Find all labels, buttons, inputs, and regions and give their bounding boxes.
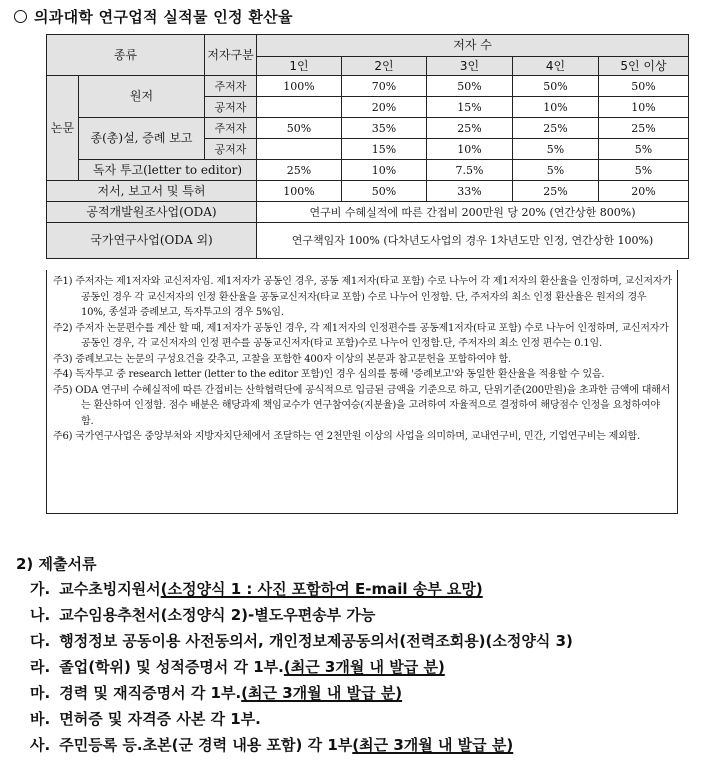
national-label: 국가연구사업(ODA 외): [47, 223, 257, 259]
header-count: 3인: [427, 57, 513, 76]
item-label: 다.: [30, 632, 51, 650]
footnote: 주3) 증례보고는 논문의 구성요건을 갖추고, 고찰을 포함한 400자 이상의 본문과 참고문헌을 포함하여야 함.: [53, 353, 511, 365]
role-label: 공저자: [205, 97, 257, 118]
document-list: [30, 578, 573, 760]
list-item: [30, 708, 573, 734]
value-cell: 25%: [599, 118, 689, 139]
value-cell: 15%: [427, 97, 513, 118]
table-row: [47, 223, 689, 259]
list-item: [30, 682, 573, 708]
value-cell: 5%: [599, 160, 689, 181]
table-row: [47, 181, 689, 202]
footnote: 주2) 주저자 논문편수를 계산 할 때, 제1저자가 공동인 경우, 각 제1저자의 인정편수를 공동제1저자(타교 포함) 수로 나누어 인정하며, 교신저자가 공동인 경우, 각 교신저자의 인정 편수를 공동교신저자(타교 포함)수로 나누어 인정함.단, 주저자의 최소 인정 편수는 0.1임.: [53, 322, 669, 349]
review-label: 종(총)설, 증례 보고: [79, 118, 205, 160]
table-row: [47, 76, 689, 97]
header-count: 2인: [342, 57, 427, 76]
value-cell: 50%: [342, 181, 427, 202]
table-row: [47, 118, 689, 139]
value-cell: 10%: [427, 139, 513, 160]
paper-label: 논문: [47, 76, 79, 181]
list-item: [30, 734, 573, 760]
value-cell: 33%: [427, 181, 513, 202]
item-label: 나.: [30, 606, 51, 624]
value-cell: [257, 97, 342, 118]
footnote: 주6) 국가연구사업은 중앙부처와 지방자치단체에서 조달하는 연 2천만원 이상의 사업을 의미하며, 교내연구비, 민간, 기업연구비는 제외함.: [53, 431, 640, 442]
role-label: 주저자: [205, 118, 257, 139]
role-label: 주저자: [205, 76, 257, 97]
value-cell: 15%: [342, 139, 427, 160]
letter-label: 독자 투고(letter to editor): [79, 160, 257, 181]
footnote: 주1) 주저자는 제1저자와 교신저자임. 제1저자가 공동인 경우, 공동 제1저자(타교 포함) 수로 나누어 각 제1저자의 환산율을 인정하며, 교신저자가 공동인 경우 각 교신저자의 인정 환산율을 공동교신저자(타교 포함) 수로 나누어 인정함. 단, 주저자의 최소 인정 환산율은 원저의 경우 10%, 종설과 증례보고, 독자투고의 경우 5%임.: [53, 276, 672, 318]
conversion-rate-table: [46, 34, 689, 259]
value-cell: 50%: [513, 76, 599, 97]
header-author-count: 저자 수: [257, 35, 689, 57]
original-label: 원저: [79, 76, 205, 118]
books-label: 저서, 보고서 및 특허: [47, 181, 257, 202]
value-cell: 5%: [513, 160, 599, 181]
header-count: 1인: [257, 57, 342, 76]
item-label: 바.: [30, 710, 51, 728]
value-cell: 70%: [342, 76, 427, 97]
value-cell: [257, 139, 342, 160]
item-text: 졸업(학위) 및 성적증명서 각 1부.: [59, 658, 284, 676]
footnote: 주4) 독자투고 중 research letter (letter to the editor 포함)인 경우 심의를 통해 '증례보고'와 동일한 환산율을 적용할 수 있음.: [53, 369, 605, 380]
item-text: 면허증 및 자격증 사본 각 1부.: [59, 710, 261, 728]
header-author-type: 저자구분: [205, 35, 257, 76]
value-cell: 50%: [427, 76, 513, 97]
value-cell: 10%: [342, 160, 427, 181]
item-text: 교수임용추천서(소정양식 2)-별도우편송부 가능: [59, 606, 376, 624]
item-underlined: (최근 3개월 내 발급 분): [352, 736, 514, 754]
value-cell: 7.5%: [427, 160, 513, 181]
value-cell: 100%: [257, 181, 342, 202]
value-cell: 20%: [342, 97, 427, 118]
table-row: [47, 202, 689, 223]
page-title: [14, 6, 293, 27]
role-label: 공저자: [205, 139, 257, 160]
value-cell: 25%: [257, 160, 342, 181]
list-item: [30, 604, 573, 630]
national-text: 연구책임자 100% (다차년도사업의 경우 1차년도만 인정, 연간상한 100%): [257, 223, 689, 259]
value-cell: 25%: [513, 118, 599, 139]
value-cell: 5%: [599, 139, 689, 160]
value-cell: 25%: [427, 118, 513, 139]
oda-label: 공적개발원조사업(ODA): [47, 202, 257, 223]
value-cell: 50%: [257, 118, 342, 139]
list-item: [30, 656, 573, 682]
section-heading: 2) 제출서류: [16, 555, 97, 573]
item-underlined: (소정양식 1 : 사진 포함하여 E-mail 송부 요망): [160, 580, 483, 598]
item-underlined: (최근 3개월 내 발급 분): [283, 658, 445, 676]
oda-text: 연구비 수혜실적에 따른 간접비 200만원 당 20% (연간상한 800%): [257, 202, 689, 223]
value-cell: 50%: [599, 76, 689, 97]
list-item: [30, 630, 573, 656]
item-text: 경력 및 재직증명서 각 1부.: [59, 684, 242, 702]
item-label: 마.: [30, 684, 51, 702]
header-count: 4인: [513, 57, 599, 76]
page-title-text: 의과대학 연구업적 실적물 인정 환산율: [34, 8, 293, 26]
item-text: 주민등록 등.초본(군 경력 내용 포함) 각 1부: [59, 736, 353, 754]
value-cell: 10%: [513, 97, 599, 118]
value-cell: 20%: [599, 181, 689, 202]
value-cell: 100%: [257, 76, 342, 97]
value-cell: 10%: [599, 97, 689, 118]
value-cell: 5%: [513, 139, 599, 160]
value-cell: 35%: [342, 118, 427, 139]
footnotes: [46, 270, 678, 514]
header-count: 5인 이상: [599, 57, 689, 76]
list-item: [30, 578, 573, 604]
value-cell: 25%: [513, 181, 599, 202]
header-kind: 종류: [47, 35, 205, 76]
item-underlined: (최근 3개월 내 발급 분): [241, 684, 403, 702]
item-text: 교수초빙지원서: [59, 580, 161, 598]
item-label: 사.: [30, 736, 51, 754]
table-row: [47, 160, 689, 181]
item-text: 행정정보 공동이용 사전동의서, 개인정보제공동의서(전력조회용)(소정양식 3): [59, 632, 573, 650]
footnote: 주5) ODA 연구비 수혜실적에 따른 간접비는 산학협력단에 공식적으로 입금된 금액을 기준으로 하고, 단위기준(200만원)을 초과한 금액에 대해서는 환산하여 인정함. 점수 배분은 해당과제 책임교수가 연구참여승(지분율)을 고려하여 자율적으로 결정하여 해당점수 인정을 요청하여야 함.: [53, 384, 671, 427]
item-label: 라.: [30, 658, 51, 676]
circle-bullet-icon: [14, 10, 27, 23]
item-label: 가.: [30, 580, 51, 598]
